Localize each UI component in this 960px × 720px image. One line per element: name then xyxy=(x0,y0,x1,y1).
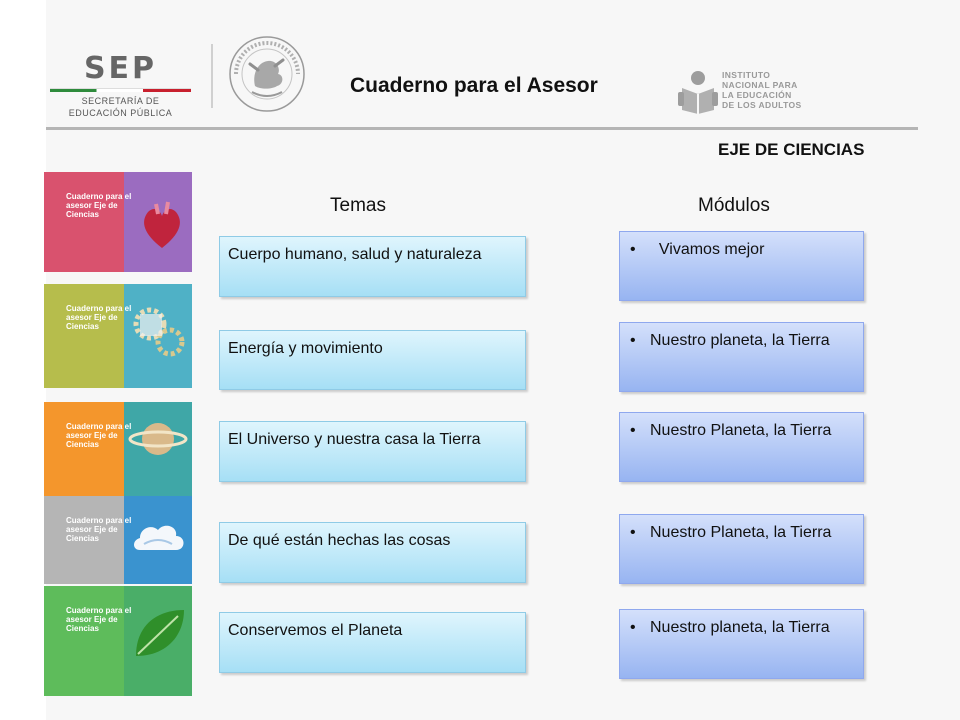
modulo-item xyxy=(619,322,864,392)
sep-logo-stripe xyxy=(50,88,191,92)
gears-illustration xyxy=(132,304,188,360)
sep-logo-line1: SECRETARÍA DE xyxy=(81,96,160,106)
cover-title: Cuaderno para el asesor Eje de Ciencias xyxy=(66,606,132,633)
cover-left-panel xyxy=(44,586,124,696)
modulo-label: Nuestro Planeta, la Tierra xyxy=(650,524,832,541)
modulos-heading: Módulos xyxy=(698,195,770,216)
modulo-item xyxy=(619,231,864,301)
inea-line3: LA EDUCACIÓN xyxy=(722,90,792,100)
tema-item: Conservemos el Planeta xyxy=(219,612,526,673)
cover-title: Cuaderno para el asesor Eje de Ciencias xyxy=(66,516,132,543)
modulo-label: Nuestro planeta, la Tierra xyxy=(650,332,830,349)
cover-5 xyxy=(44,586,192,696)
cover-2 xyxy=(44,284,192,388)
cover-title: Cuaderno para el asesor Eje de Ciencias xyxy=(66,192,132,219)
sep-logo-line2: EDUCACIÓN PÚBLICA xyxy=(68,108,173,118)
cover-title: Cuaderno para el asesor Eje de Ciencias xyxy=(66,422,132,449)
heart-illustration xyxy=(140,200,184,250)
inea-line2: NACIONAL PARA xyxy=(722,80,798,90)
modulo-label: Nuestro Planeta, la Tierra xyxy=(650,422,832,439)
inea-logo xyxy=(678,70,818,115)
bullet: • xyxy=(630,332,636,349)
tema-item: El Universo y nuestra casa la Tierra xyxy=(219,421,526,482)
saturn-illustration xyxy=(128,414,188,464)
bullet: • xyxy=(630,422,636,439)
cover-left-panel xyxy=(44,402,124,496)
sep-logo xyxy=(48,52,193,119)
inea-line4: DE LOS ADULTOS xyxy=(722,100,802,110)
sep-logo-word: SEP xyxy=(83,51,158,86)
cover-3 xyxy=(44,402,192,496)
logo-divider xyxy=(211,44,213,108)
bullet: • xyxy=(630,619,636,636)
cover-title: Cuaderno para el asesor Eje de Ciencias xyxy=(66,304,132,331)
cover-4 xyxy=(44,496,192,584)
modulo-item xyxy=(619,412,864,482)
inea-line1: INSTITUTO xyxy=(722,70,771,80)
reader-icon xyxy=(678,70,718,114)
page-title: Cuaderno para el Asesor xyxy=(350,74,598,97)
bullet: • xyxy=(630,241,636,258)
header-rule xyxy=(46,127,918,130)
cover-left-panel xyxy=(44,172,124,272)
tema-item: Cuerpo humano, salud y naturaleza xyxy=(219,236,526,297)
section-heading: EJE DE CIENCIAS xyxy=(718,140,865,159)
modulo-item xyxy=(619,609,864,679)
bullet: • xyxy=(630,524,636,541)
modulo-label: Vivamos mejor xyxy=(650,241,765,258)
temas-heading: Temas xyxy=(330,195,386,216)
cover-left-panel xyxy=(44,284,124,388)
cover-1 xyxy=(44,172,192,272)
tema-item: De qué están hechas las cosas xyxy=(219,522,526,583)
modulo-label: Nuestro planeta, la Tierra xyxy=(650,619,830,636)
tema-item: Energía y movimiento xyxy=(219,330,526,390)
cloud-illustration xyxy=(130,516,188,560)
modulo-item xyxy=(619,514,864,584)
mexican-seal-icon xyxy=(228,34,306,114)
leaf-illustration xyxy=(130,606,188,662)
